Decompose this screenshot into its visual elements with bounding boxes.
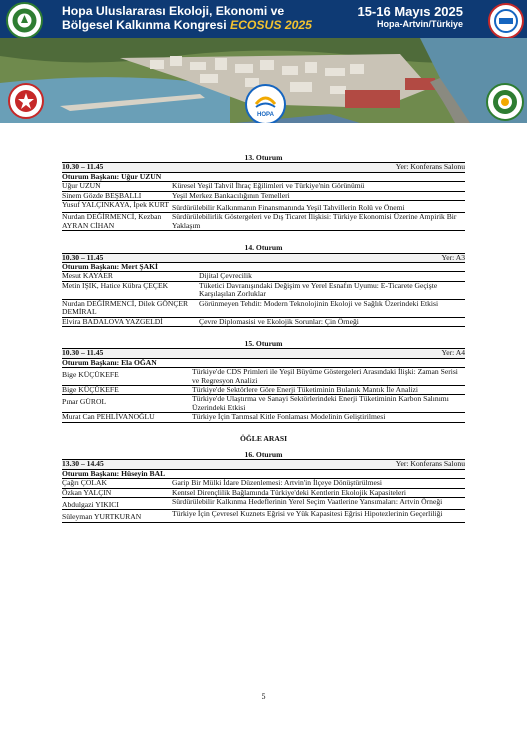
session-room: Yer: A4	[441, 348, 465, 358]
paper-title: Yeşil Merkez Bankacılığının Temelleri	[172, 190, 290, 200]
paper-row	[62, 413, 465, 422]
header-banner	[0, 0, 527, 123]
session-title: 14. Oturum	[62, 243, 465, 253]
program-content	[62, 153, 465, 535]
paper-author: Yusuf YALÇINKAYA, İpek KURT	[62, 200, 169, 210]
page-number: 5	[261, 692, 266, 701]
paper-author: Metin IŞIK, Hatice Kübra ÇEÇEK	[62, 280, 169, 290]
session-13	[62, 153, 465, 231]
left-ministry-logo	[8, 83, 44, 119]
paper-title: Türkiye İçin Çevresel Kuznets Eğrisi ve Yük Kapasitesi Eğrisi Hipotezlerinin Geçerliliği	[172, 509, 443, 519]
center-hopa-logo	[245, 84, 286, 123]
paper-author: Uğur UZUN	[62, 181, 101, 191]
paper-row	[62, 318, 465, 327]
paper-title: Tüketici Davranışındaki Değişim ve Yerel Esnafın Uyumu: E-Ticarete Geçişte Karşılaşılan Zorluklar	[199, 280, 438, 299]
paper-title: Çevre Diplomasisi ve Ekolojik Sorunlar: Çin Örneği	[199, 316, 359, 326]
congress-place: Hopa-Artvin/Türkiye	[376, 19, 463, 29]
title-line-2: Bölgesel Kalkınma Kongresi	[62, 17, 227, 32]
left-university-logo	[6, 2, 43, 39]
paper-title: Görünmeyen Tehdit: Modern Teknolojinin Ekoloji ve Sağlık Üzerindeki Etkisi	[199, 298, 439, 308]
paper-author: Mesut KAYAER	[62, 271, 113, 281]
session-14	[62, 243, 465, 327]
paper-title: Sürdürülebilir Kalkınma Hedeflerinin Yerel Seçim Vaatlerine Yansımaları: Artvin Örneği	[172, 497, 443, 506]
paper-title: Garip Bir Mülki İdare Düzenlemesi: Artvin'in İlçeye Dönüştürülmesi	[172, 478, 382, 488]
session-title: 15. Oturum	[62, 339, 465, 349]
paper-author: Süleyman YURTKURAN	[62, 512, 142, 522]
session-16	[62, 450, 465, 523]
session-room: Yer: Konferans Salonu	[395, 459, 465, 469]
session-title: 13. Oturum	[62, 153, 465, 163]
right-ecology-logo	[486, 83, 524, 121]
paper-title: Küresel Yeşil Tahvil İhraç Eğilimleri ve Türkiye'nin Görünümü	[172, 181, 365, 191]
paper-author: Nurdan DEĞİRMENCİ, Dilek GÖNÇER DEMİRAL	[62, 298, 189, 317]
right-sponsor-logo	[488, 3, 524, 39]
paper-author: Özkan YALÇIN	[62, 487, 112, 497]
session-chair: Oturum Başkanı: Ela OĞAN	[62, 359, 465, 368]
paper-title: Türkiye'de Ulaştırma ve Sanayi Sektörlerindeki Enerji Tüketiminin Karbon Salınımı Üzerindeki Etkisi	[192, 394, 449, 412]
paper-author: Murat Can PEHLİVANOĞLU	[62, 412, 155, 422]
session-time: 10.30 – 11.45	[62, 162, 104, 172]
paper-row	[62, 510, 465, 522]
title-line-1: Hopa Uluslararası Ekoloji, Ekonomi ve	[62, 4, 285, 18]
congress-date: 15-16 Mayıs 2025	[357, 4, 463, 19]
paper-author: Bige KÜÇÜKEFE	[62, 370, 119, 380]
paper-row	[62, 213, 465, 231]
paper-title: Türkiye İçin Tarımsal Kitle Fonlaması Modelinin Geliştirilmesi	[192, 412, 386, 422]
session-chair: Oturum Başkanı: Hüseyin BAL	[62, 470, 465, 479]
session-time: 10.30 – 11.45	[62, 252, 104, 262]
paper-author: Abdulgazi YIKICI	[62, 500, 119, 509]
session-time: 10.30 – 11.45	[62, 348, 104, 358]
session-title: 16. Oturum	[62, 450, 465, 460]
paper-title: Sürdürülebilir Kalkınmanın Finansmanında Yeşil Tahvillerin Rolü ve Önemi	[172, 203, 405, 213]
session-time: 13.30 – 14.45	[62, 459, 104, 469]
paper-author: Nurdan DEĞİRMENCİ, Kezban AYRAN CİHAN	[62, 212, 162, 230]
paper-title: Sürdürülebilirlik Göstergeleri ve Dış Ticaret İlişkisi: Türkiye Ekonomisi Üzerine Ampirik Bir Yaklaşım	[172, 212, 457, 230]
lunch-break: ÖĞLE ARASI	[239, 433, 288, 443]
session-chair: Oturum Başkanı: Mert ŞAKİ	[62, 263, 465, 272]
session-15	[62, 339, 465, 423]
paper-author: Pınar GÜROL	[62, 397, 107, 407]
paper-author: Sinem Gözde BEŞBALLI	[62, 190, 142, 200]
paper-title: Türkiye'de Sektörlere Göre Enerji Tüketiminin Bulanık Mantık İle Analizi	[192, 384, 419, 394]
paper-row	[62, 300, 465, 318]
session-chair: Oturum Başkanı: Uğur UZUN	[62, 173, 465, 182]
congress-title	[62, 5, 312, 32]
paper-row	[62, 282, 465, 300]
hopa-logo-text: HOPA	[257, 112, 274, 118]
ecosus-brand: ECOSUS 2025	[229, 17, 312, 32]
paper-author: Çağrı ÇOLAK	[62, 478, 107, 488]
paper-title: Dijital Çevrecilik	[199, 271, 252, 281]
paper-row	[62, 368, 465, 386]
session-room: Yer: A3	[441, 252, 465, 262]
session-room: Yer: Konferans Salonu	[395, 162, 465, 172]
paper-author: Bige KÜÇÜKEFE	[62, 384, 119, 394]
paper-author: Elvira BADALOVA YAZGELDİ	[62, 316, 163, 326]
paper-row	[62, 395, 465, 413]
paper-title: Kentsel Dirençlilik Bağlamında Türkiye'deki Kentlerin Ekolojik Kapasiteleri	[172, 487, 407, 497]
congress-dates	[357, 4, 463, 30]
paper-title: Türkiye'de CDS Primleri ile Yeşil Büyüme Göstergeleri Arasındaki İlişki: Zaman Serisi ve Regresyon Analizi	[192, 367, 458, 385]
